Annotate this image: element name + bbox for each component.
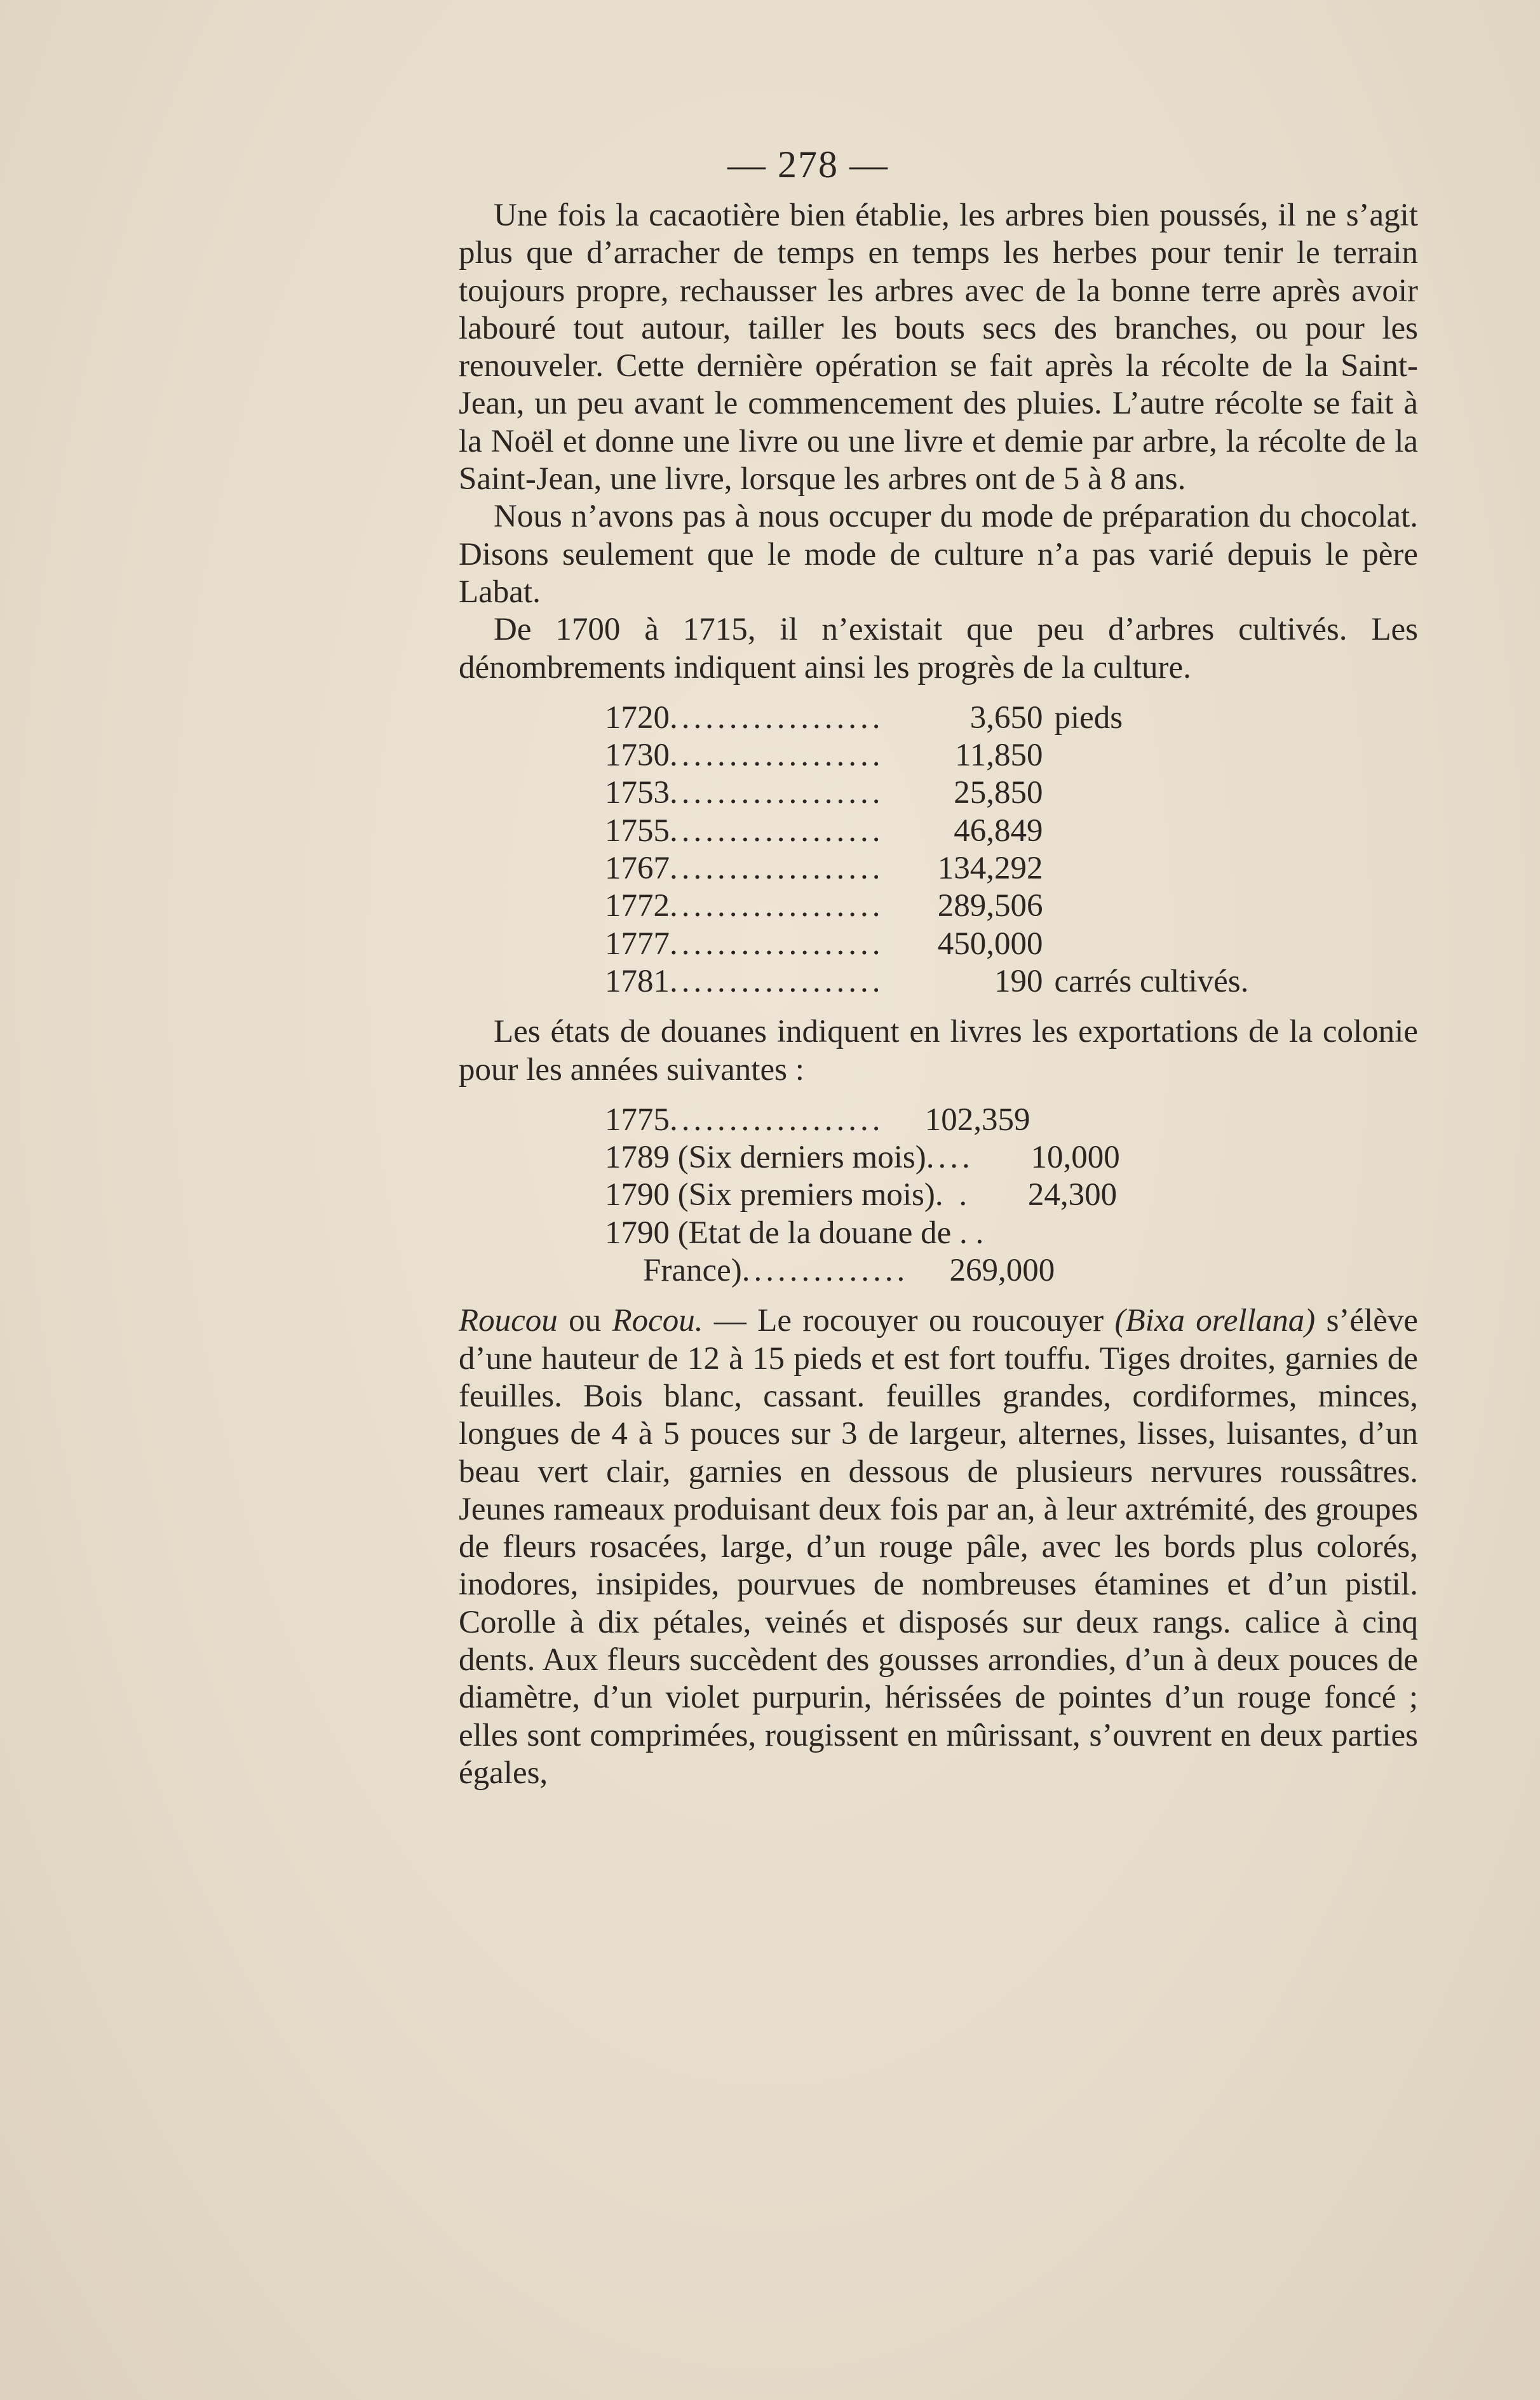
census-value: 11,850 xyxy=(955,738,1043,774)
census-row xyxy=(459,963,1418,1001)
census-row xyxy=(459,850,1418,887)
census-row xyxy=(459,926,1418,963)
paragraph-chocolate: Nous n’avons pas à nous occuper du mode de préparation du chocolat. Disons seulement que le mode de culture n’a pas varié depuis le père Labat. xyxy=(459,499,1418,610)
census-year: 1767 xyxy=(605,851,670,887)
census-year: 1772 xyxy=(605,888,670,924)
exports-value: 269,000 xyxy=(949,1253,1055,1289)
page-number: — 278 — xyxy=(727,144,889,185)
rocou-term: Rocou. xyxy=(612,1303,703,1339)
census-value: 134,292 xyxy=(937,851,1043,887)
census-table xyxy=(459,699,1418,1001)
leader-dots: .................. xyxy=(670,738,884,774)
exports-value: 102,359 xyxy=(924,1102,1030,1138)
census-row xyxy=(459,699,1418,737)
leader-dots: .................. xyxy=(670,699,884,736)
paragraph-census-intro: De 1700 à 1715, il n’existait que peu d’arbres cultivés. Les dénombrements indiquent ainsi les progrès de la culture. xyxy=(459,612,1418,685)
exports-label: France) xyxy=(643,1253,742,1289)
exports-value: 10,000 xyxy=(1030,1140,1120,1176)
leader-dots: .................. xyxy=(670,926,884,962)
leader-dots: .................. xyxy=(670,775,884,811)
exports-label: 1790 (Etat de la douane de . . xyxy=(605,1215,984,1251)
leader-dots: .................. xyxy=(670,851,884,887)
roucou-or: ou xyxy=(557,1303,612,1339)
leader-dots: .............. xyxy=(741,1253,909,1289)
leader-dots: . . xyxy=(935,1177,971,1213)
census-year: 1730 xyxy=(605,738,670,774)
exports-row xyxy=(459,1139,1418,1176)
census-value: 289,506 xyxy=(937,888,1043,924)
text-block xyxy=(459,197,1418,1792)
census-row xyxy=(459,774,1418,812)
census-value: 190 xyxy=(994,963,1043,999)
exports-value: 24,300 xyxy=(1027,1177,1118,1213)
census-row xyxy=(459,737,1418,774)
leader-dots: .................. xyxy=(670,963,884,999)
leader-dots: .................. xyxy=(670,812,884,849)
exports-row xyxy=(459,1252,1418,1290)
census-value: 450,000 xyxy=(937,926,1043,962)
paragraph-cacao-maintenance: Une fois la cacaotière bien établie, les arbres bien poussés, il ne s’agit plus que d’arracher de temps en temps les herbes pour tenir le terrain toujours propre, rechausser les arbres avec de la bonne terre après avoir labouré tout autour, tailler les bouts secs des branches, ou pour les renouveler. Cette dernière opération se fait après la récolte de la Saint-Jean, un peu avant le commencement des pluies. L’autre récolte se fait à la Noël et donne une livre ou une livre et demie par arbre, la récolte de la Saint-Jean, une livre, lorsque les arbres ont de 5 à 8 ans. xyxy=(459,198,1418,497)
leader-dots: .................. xyxy=(670,888,884,924)
paragraph-exports-intro: Les états de douanes indiquent en livres les exportations de la colonie pour les années suivantes : xyxy=(459,1014,1418,1088)
census-unit: carrés cultivés. xyxy=(1054,963,1249,999)
leader-dots: .... xyxy=(926,1140,974,1176)
exports-label: 1790 (Six premiers mois) xyxy=(605,1177,935,1213)
roucou-dash: — Le rocouyer ou roucouyer xyxy=(703,1303,1115,1339)
exports-row xyxy=(459,1215,1418,1252)
census-row xyxy=(459,812,1418,850)
census-value: 3,650 xyxy=(969,699,1043,736)
census-year: 1755 xyxy=(605,812,670,849)
latin-name: (Bixa orellana) xyxy=(1114,1303,1316,1339)
census-value: 46,849 xyxy=(954,812,1043,849)
census-year: 1720 xyxy=(605,699,670,736)
census-unit: pieds xyxy=(1054,699,1123,736)
leader-dots: .................. xyxy=(670,1102,884,1138)
census-year: 1781 xyxy=(605,963,670,999)
census-value: 25,850 xyxy=(954,775,1043,811)
exports-row xyxy=(459,1176,1418,1214)
exports-row xyxy=(459,1102,1418,1139)
roucou-term: Roucou xyxy=(459,1303,558,1339)
census-year: 1777 xyxy=(605,926,670,962)
exports-label: 1789 (Six derniers mois) xyxy=(605,1140,926,1176)
roucou-body: s’élève d’une hauteur de 12 à 15 pieds et est fort touffu. Tiges droites, garnies de feuilles. Bois blanc, cassant. feuilles grandes, cordiformes, minces, longues de 4 à 5 pouces sur 3 de largeur, alternes, lisses, luisantes, d’un beau vert clair, garnies en dessous de plusieurs nervures roussâtres. Jeunes rameaux produisant deux fois par an, à leur axtrémité, des groupes de fleurs rosacées, large, d’un rouge pâle, avec les bords plus colorés, inodores, insipides, pourvues de nombreuses étamines et d’un pistil. Corolle à dix pétales, veinés et disposés sur deux rangs. calice à cinq dents. Aux fleurs succèdent des gousses arrondies, d’un à deux pouces de diamètre, d’un violet purpurin, hérissées de pointes d’un rouge foncé ; elles sont comprimées, rougissent en mûrissant, s’ouvrent en deux parties égales, xyxy=(459,1303,1418,1791)
paragraph-roucou xyxy=(459,1302,1418,1792)
census-row xyxy=(459,887,1418,925)
exports-table xyxy=(459,1102,1418,1290)
exports-label: 1775 xyxy=(605,1102,670,1138)
census-year: 1753 xyxy=(605,775,670,811)
